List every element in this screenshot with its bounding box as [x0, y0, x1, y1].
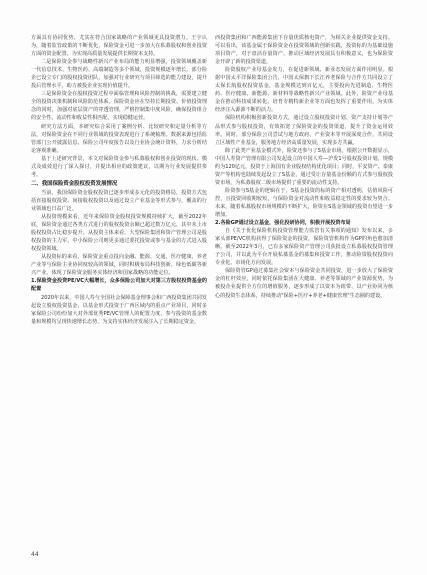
body-paragraph: 除了此类产业基金模式外，险资还参与了S基金市场。根据公开数据显示，中国人寿资产管理有限公司发起设立的中国人寿—沪发1号股权投资计划，规模约为120亿元，投资于上海国有企业股权结构优化项目；同时，平安资产、泰康资产等机构也陆续发起设立了S基金，通过受让存量基金份额的方式参与股权投资市场，为私募股权二级市场提供了重要的流动性支持。: [215, 147, 393, 186]
body-paragraph: 从投资规模来看，近年来保险资金股权投资规模持续扩大，截至2022年底，保险资金通过各类方式进行的股权投资余额已超过数万亿元，其中未上市股权投资占比稳步提升。从投资主体来看，大型保险集团和资产管理公司是股权投资的主力军，中小保险公司则更多通过委托投资或参与基金的方式进入股权投资领域。: [31, 214, 207, 253]
body-paragraph: 三是保险资金在股权投资过程中面临管理和风险控制的挑战，需要建立健全的投资决策机制和风险防范体系。保险资金应在坚持长期投资、价值投资理念的同时，加强对底层资产的穿透管理，严格控制集中度风险，确保投资组合的安全性、流动性和收益性相匹配，实现稳健运营。: [31, 91, 207, 122]
subsection-heading: 2.各险GP通过设立基金，强化投研协同，积极开展投资布局: [215, 220, 351, 227]
left-column: [31, 34, 207, 326]
body-paragraph: 从投资标的来看，保险资金重点投向金融、能源、交通、医疗健康、养老产业等与保险主业协同度较高的领域，同时积极布局科技创新、绿色低碳等新兴产业，体现了保险资金服务实体经济和国家战略的功能定位。: [31, 254, 207, 277]
body-paragraph: 二是保险资金参与战略性新兴产业布局的能力明显增强，投资领域覆盖新一代信息技术、生物医药、高端制造等多个领域，投资规模逐年增长。部分险企已设立专门的股权投资团队，加强对行业研究与项目筛选的能力建设，提升投后管理水平，助力被投企业实现价值提升。: [31, 59, 207, 90]
body-paragraph: 西投资集团和广西能源集团下存量优质核电资产，为相关企业提供资金支持。可以看出，该基金属于保险资金在投资领域的创新实践，投资标的为基础设施项目资产，对于盘活存量资产、推动区域经济发展具有积极意义，也为保险资金开辟了新的投资渠道。: [215, 35, 393, 66]
body-paragraph: 保险机构积极创新投资方式，通过设立股权投资计划、资产支持计划等产品形式参与股权投资，有效拓宽了保险资金的投资渠道，提升了资金运用效率。同时，部分保险公司尝试与地方政府、产业资本等开展深度合作，共同设立区域性产业基金，服务地方经济高质量发展，实现多方共赢。: [215, 115, 393, 146]
page-number: 44: [31, 551, 39, 558]
section-heading: 二、我国保险资金股权投资发展情况: [31, 180, 118, 187]
body-paragraph: 保险资管GP通过募集社会资本与保险资金共同投资，进一步放大了保险资金的杠杆效应，同时依托保险集团在大健康、养老等领域的产业资源优势，为被投企业提供全方位的增值服务，逐步形成了以资本为纽带、以产业协同为核心的投资生态体系，持续推动"保险+医疗+养老+健康管理"生态圈的建设。: [215, 268, 393, 299]
body-paragraph: 方面具有协同优势，尤其在符合国家战略的产业领域更具投资潜力。王宇认为，随着监管政策的不断优化，保险资金可进一步加大在私募股权和创业投资方面的资金配置，为实现高质量发展提供长期资本支持。: [31, 35, 207, 58]
right-column: [215, 34, 393, 300]
body-paragraph: 当前，我国保险资金股权投资已逐步形成多元化的投资格局，投资方式包括直接股权投资、间接股权投资以及通过设立产业基金等形式参与，覆盖的行业领域也日益广泛。: [31, 189, 207, 212]
body-paragraph: 研究方法方面，本研究综合采用了案例分析、比较研究和定量分析等方法，对保险资金在不同行业领域的投资表现进行了系统梳理。数据来源包括监管部门公开披露信息、保险公司年度报告以及行业协会统计资料，力求分析结论客观准确。: [31, 123, 207, 154]
body-paragraph: 险资股权产业母基金发力，在促进新领域、新业态发展方面作用明显。根据中国太平洋保险集团公告，中国太保旗下长江养老保险与合作方共同设立了太保长航股权投资基金，基金规模达到百亿元，主要投向先进制造、生物医药、医疗健康、新能源、新材料等战略性新兴产业领域。此外，险资产业母基金在推动科技成果转化、培育专精特新企业等方面也发挥了重要作用，为实体经济注入源源不断的活力。: [215, 67, 393, 114]
body-paragraph: 自《关于优化保险机构投资管理能力监管有关事项的通知》发布以来，多家头部PE/VC机构获得了保险资金的投资，保险资管机构作为GP的角色愈加清晰。截至2022年3月，已有多家保险资产管理公司获批设立私募股权投资管理子公司，并以此为平台开展私募基金的募集和投资工作，推动险资股权投资向专业化、市场化方向发展。: [215, 228, 393, 267]
body-paragraph: 险资参与S基金的逻辑在于，S基金投资的标的资产相对透明，估值风险可控，且投资回收期较短，与保险资金对流动性和收益稳定性的要求较为契合。未来，随着私募股权市场规模的不断扩大，险资在S基金领域的投资有望进一步增加。: [215, 187, 393, 219]
subsection-heading: 1.保险资金投资PE/VC大幅增长，众多保险公司加大对第三方股权投资基金的配置: [31, 278, 207, 293]
body-paragraph: 2020年以来，中国人寿与全国社会保障基金理事会和广西投资集团共同发起设立股权投资基金，以基金形式投资于广西区域内的重点产业项目，同时多家保险公司纷纷加大对外部优秀PE/VC管理人的配置力度，参与投资的基金数量和规模均呈现快速增长态势，为支持实体经济发展注入了长期稳定资金。: [31, 294, 207, 325]
body-paragraph: 基于上述研究背景，本文对保险资金参与私募股权和创业投资的现状、模式及成效进行了深入探讨，并提出相应的政策建议，以期为行业发展提供参考。: [31, 155, 207, 178]
